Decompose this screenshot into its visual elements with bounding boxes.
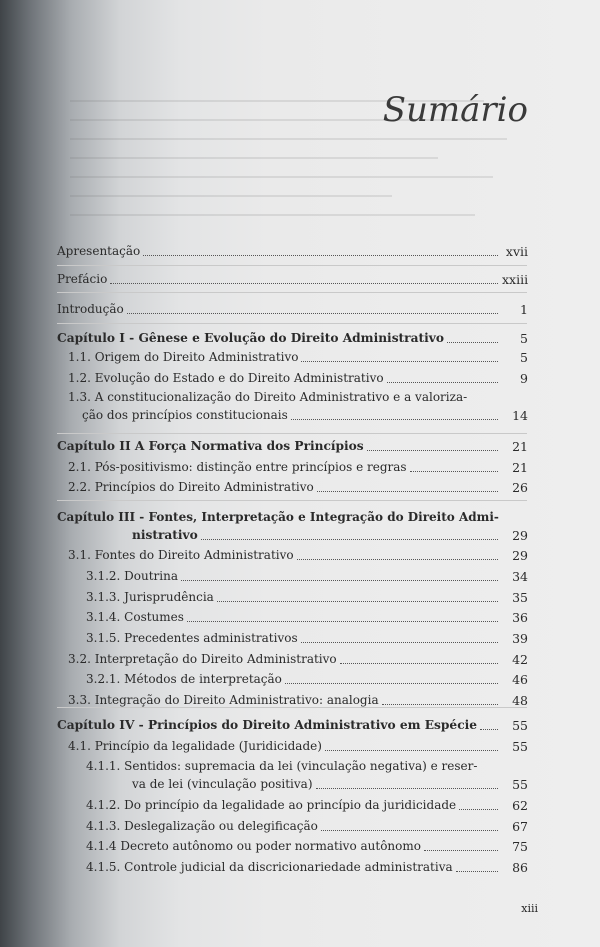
toc-entry-label: Capítulo I - Gênese e Evolução do Direito Administrativo <box>57 331 444 345</box>
toc-entry-label: Capítulo II A Força Normativa dos Princípios <box>57 439 364 453</box>
leader-dots <box>367 449 498 451</box>
leader-dots <box>291 418 498 420</box>
toc-entry-label: 2.1. Pós-positivismo: distinção entre princípios e regras <box>68 460 407 474</box>
toc-entry-page: 86 <box>512 860 528 875</box>
toc-entry-label: Capítulo IV - Princípios do Direito Administrativo em Espécie <box>57 718 477 732</box>
leader-dots <box>201 538 498 540</box>
toc-entry-page: 55 <box>512 777 528 792</box>
toc-entry-page: 5 <box>520 331 528 346</box>
toc-entry-label: Prefácio <box>57 272 108 286</box>
toc-entry-label: Apresentação <box>57 244 141 258</box>
toc-entry-page: 21 <box>512 439 528 454</box>
toc-entry[interactable] <box>86 565 528 584</box>
toc-entry-page: 48 <box>512 693 528 708</box>
toc-entry-label: 3.2.1. Métodos de interpretação <box>86 672 282 686</box>
toc-entry-page: 67 <box>512 819 528 834</box>
toc-entry[interactable] <box>86 606 528 625</box>
leader-dots <box>217 600 498 602</box>
toc-entry-continuation: ção dos princípios constitucionais <box>82 408 288 422</box>
toc-chapter[interactable] <box>57 714 528 733</box>
toc-entry-label: 3.3. Integração do Direito Administrativo: analogia <box>68 693 379 707</box>
toc-entry[interactable] <box>132 773 528 792</box>
toc-entry-page: 36 <box>512 610 528 625</box>
toc-entry-continuation: va de lei (vinculação positiva) <box>132 777 313 791</box>
page-number: xiii <box>521 902 538 915</box>
toc-entry-label: 1.1. Origem do Direito Administrativo <box>68 350 299 364</box>
toc-chapter[interactable] <box>132 524 528 543</box>
toc-entry[interactable] <box>57 268 528 287</box>
leader-dots <box>316 787 499 789</box>
toc-entry-page: 29 <box>512 548 528 563</box>
toc-entry-label: 3.1.4. Costumes <box>86 610 184 624</box>
toc-entry-label: 3.1.3. Jurisprudência <box>86 590 214 604</box>
toc-entry-page: 5 <box>520 350 528 365</box>
toc-entry-label[interactable]: 1.3. A constitucionalização do Direito Administrativo e a valoriza- <box>68 390 468 404</box>
toc-entry-page: 35 <box>512 590 528 605</box>
toc-entry[interactable] <box>68 735 528 754</box>
toc-entry-label: 3.2. Interpretação do Direito Administrativo <box>68 652 337 666</box>
toc-entry-label: 4.1.3. Deslegalização ou delegificação <box>86 819 318 833</box>
leader-dots <box>127 312 498 314</box>
toc-entry-page: 75 <box>512 839 528 854</box>
toc-entry-page: xvii <box>505 244 528 259</box>
toc-entry-page: 46 <box>512 672 528 687</box>
leader-dots <box>187 620 498 622</box>
toc-entry[interactable] <box>86 586 528 605</box>
toc-entry-page: xxiii <box>502 272 529 287</box>
leader-dots <box>285 682 498 684</box>
leader-dots <box>110 282 498 284</box>
toc-entry[interactable] <box>68 367 528 386</box>
toc-entry-page: 29 <box>512 528 528 543</box>
toc-entry-page: 1 <box>520 302 528 317</box>
leader-dots <box>424 849 498 851</box>
toc-entry-page: 9 <box>520 371 528 386</box>
leader-dots <box>321 829 498 831</box>
toc-entry-page: 21 <box>512 460 528 475</box>
leader-dots <box>181 579 498 581</box>
leader-dots <box>325 749 498 751</box>
toc-entry[interactable] <box>86 668 528 687</box>
toc-entry[interactable] <box>86 856 528 875</box>
leader-dots <box>410 470 498 472</box>
toc-entry-page: 39 <box>512 631 528 646</box>
toc-entry-page: 26 <box>512 480 528 495</box>
toc-entry[interactable] <box>68 544 528 563</box>
leader-dots <box>382 703 498 705</box>
toc-entry[interactable] <box>68 689 528 708</box>
divider <box>57 323 527 324</box>
toc-entry-label: 4.1.4 Decreto autônomo ou poder normativo autônomo <box>86 839 421 853</box>
divider <box>57 265 527 266</box>
leader-dots <box>387 381 498 383</box>
divider <box>57 433 527 434</box>
toc-chapter[interactable] <box>57 435 528 454</box>
divider <box>57 292 527 293</box>
toc-entry[interactable] <box>57 298 528 317</box>
toc-entry[interactable] <box>57 240 528 259</box>
toc-entry-page: 42 <box>512 652 528 667</box>
toc-entry-label: 1.2. Evolução do Estado e do Direito Administrativo <box>68 371 384 385</box>
toc-entry-label: 3.1.5. Precedentes administrativos <box>86 631 298 645</box>
leader-dots <box>480 728 498 730</box>
toc-entry-label: 3.1. Fontes do Direito Administrativo <box>68 548 294 562</box>
leader-dots <box>447 341 498 343</box>
toc-entry-continuation: nistrativo <box>132 528 198 542</box>
toc-entry[interactable] <box>68 476 528 495</box>
toc-entry-label: 4.1. Princípio da legalidade (Juridicidade) <box>68 739 322 753</box>
leader-dots <box>297 558 498 560</box>
page-title: Sumário <box>382 90 528 130</box>
toc-entry[interactable] <box>86 835 528 854</box>
toc-entry-page: 55 <box>512 739 528 754</box>
toc-entry-label: 3.1.2. Doutrina <box>86 569 179 583</box>
toc-chapter[interactable] <box>57 327 528 346</box>
toc-chapter-label[interactable]: Capítulo III - Fontes, Interpretação e Integração do Direito Admi- <box>57 510 499 524</box>
toc-entry-page: 14 <box>512 408 528 423</box>
toc-entry-label[interactable]: 4.1.1. Sentidos: supremacia da lei (vinculação negativa) e reser- <box>86 759 478 773</box>
leader-dots <box>301 360 498 362</box>
leader-dots <box>317 490 498 492</box>
toc-entry[interactable] <box>86 627 528 646</box>
leader-dots <box>301 641 498 643</box>
toc-entry[interactable] <box>82 404 528 423</box>
toc-entry[interactable] <box>68 648 528 667</box>
leader-dots <box>340 662 498 664</box>
toc-entry-label: 4.1.5. Controle judicial da discricionariedade administrativa <box>86 860 453 874</box>
toc-entry-page: 62 <box>512 798 528 813</box>
toc-entry[interactable] <box>86 815 528 834</box>
toc-entry[interactable] <box>86 794 528 813</box>
leader-dots <box>459 808 498 810</box>
toc-entry-label: 4.1.2. Do princípio da legalidade ao princípio da juridicidade <box>86 798 457 812</box>
toc-entry-label: Introdução <box>57 302 124 316</box>
leader-dots <box>456 870 498 872</box>
leader-dots <box>143 254 498 256</box>
divider <box>57 500 527 501</box>
toc-entry-label: 2.2. Princípios do Direito Administrativo <box>68 480 314 494</box>
toc-entry[interactable] <box>68 346 528 365</box>
toc-entry-page: 55 <box>512 718 528 733</box>
toc-entry-page: 34 <box>512 569 528 584</box>
toc-entry[interactable] <box>68 456 528 475</box>
